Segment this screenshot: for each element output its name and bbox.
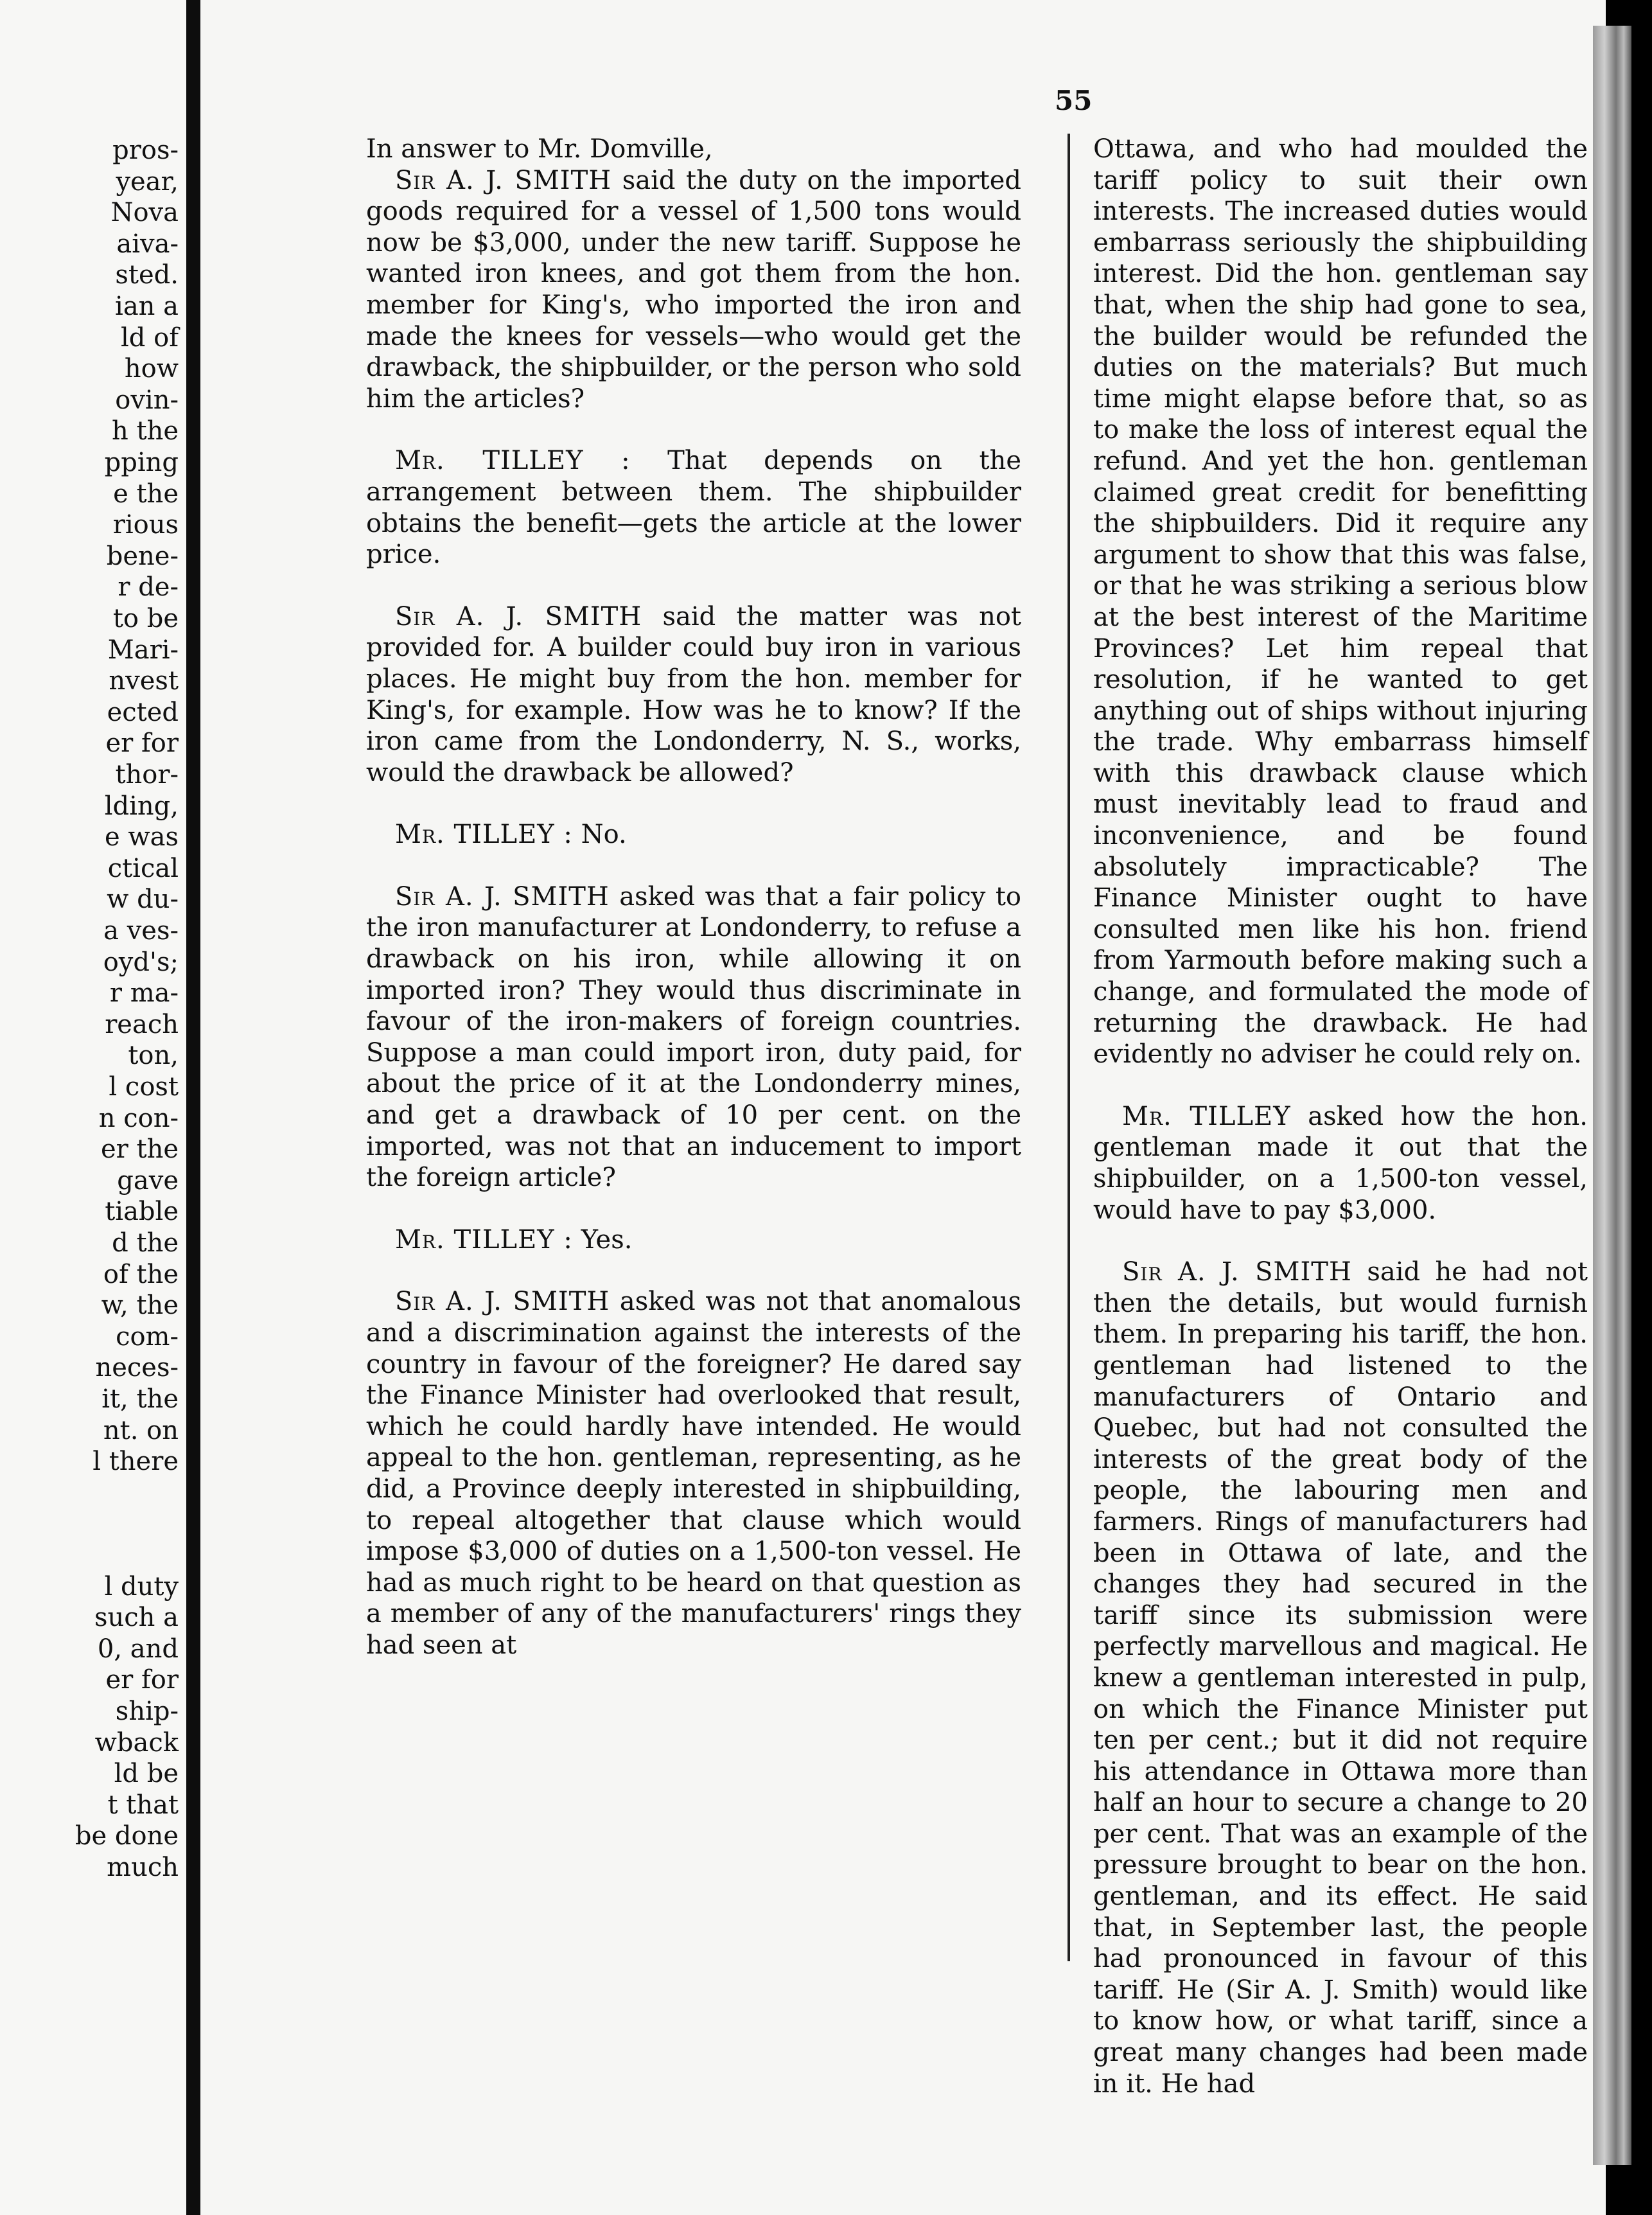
speaker-name: Mr. TILLEY [1122,1101,1291,1131]
speaker-name: Sir A. J. SMITH [1122,1257,1352,1287]
facing-page-line: ected [107,697,179,727]
facing-page-line: ovin- [115,385,179,415]
facing-page-line: ship- [115,1697,179,1726]
facing-page-line: r ma- [109,978,179,1009]
facing-page-line: ian a [115,292,179,321]
speech-paragraph [366,819,1021,851]
facing-page-line: lding, [104,791,179,821]
speech-text: No. [581,820,627,850]
speech-text: In answer to Mr. Domville, [366,134,713,164]
speaker-name: Mr. TILLEY : [395,446,631,476]
facing-page-line: such a [94,1603,179,1633]
facing-page-line: it, the [101,1384,179,1414]
facing-page-line: com- [116,1321,179,1352]
facing-page-line: l duty [104,1571,179,1602]
speech-text: Yes. [581,1224,633,1255]
facing-page [0,0,186,2215]
speech-paragraph [1093,1101,1588,1226]
facing-page-line: be done [75,1821,179,1851]
facing-page-line: to be [112,604,179,633]
facing-page-line: much [107,1853,179,1882]
facing-page-line: e the [113,479,179,509]
facing-page-line: h the [112,416,179,446]
page-number: 55 [1055,85,1093,116]
facing-page-line: w, the [101,1291,179,1321]
facing-page-line: l there [92,1447,179,1477]
speech-text: asked was that a fair policy to the iron manufacturer at Londonderry, to refuse a drawback on his iron, while allowing it on imported iron? They would thus discriminate in favour of the iron-makers of foreign countries. Suppose a man could import iron, duty paid, for about the price of it at the Londonderry mines, and get a drawback of 10 per cent. on the imported, was not that an inducement to import the foreign article? [366,881,1021,1193]
speaker-name: Sir A. J. SMITH [395,601,642,631]
speech-text: said the matter was not provided for. A builder could buy iron in various places. He might buy from the hon. member for King's, for example. How was he to know? If the iron came from the Londonderry, N. S., works, would the drawback be allowed? [366,601,1021,788]
speech-paragraph [366,165,1021,415]
facing-page-line: neces- [95,1353,179,1383]
speech-paragraph [366,445,1021,570]
speech-paragraph [1093,1257,1588,2099]
facing-page-line: 0, and [97,1634,179,1664]
facing-page-line: pros- [112,136,179,165]
speech-text: said the duty on the imported goods required for a vessel of 1,500 tons would now be $3,000, under the new tariff. Suppose he wanted iron knees, and got them from the hon. member for King's, who imported the iron and made the knees for vessels—who would get the drawback, the shipbuilder, or the person who sold him the articles? [366,165,1021,414]
facing-page-line: a ves- [103,916,179,946]
speech-paragraph [366,1224,1021,1256]
facing-page-line: l cost [109,1072,179,1102]
speech-text: said he had not then the details, but would furnish them. In preparing his tariff, the hon. gentleman had listened to the manufacturers of Ontario and Quebec, but had not consulted the interests of the great body of the people, the labouring men and farmers. Rings of manufacturers had been in Ottawa of late, and the changes they had secured in the tariff since its submission were perfectly marvellous and magical. He knew a gentleman interested in pulp, on which the Finance Minister put ten per cent.; but it did not require his attendance in Ottawa more than half an hour to secure a change to 20 per cent. That was an example of the pressure brought to bear on the hon. gentleman, and its effect. He said that, in September last, the people had pronounced in favour of this tariff. He (Sir A. J. Smith) would like to know how, or what tariff, since a great many changes had been made in it. He had [1093,1257,1588,2099]
speech-text: asked how the hon. gentleman made it out that the shipbuilder, on a 1,500-ton vessel, would have to pay $3,000. [1093,1101,1588,1225]
facing-page-line: tiable [105,1197,179,1227]
facing-page-line: d the [112,1228,179,1258]
speech-paragraph [366,881,1021,1194]
facing-page-line: nvest [109,666,179,696]
facing-page-line: sted. [115,260,179,290]
speech-paragraph [366,1286,1021,1661]
facing-page-line: pping [104,448,179,477]
speech-text: asked was not that anomalous and a discrimination against the interests of the country in favour of the foreigner? He dared say the Finance Minister had overlooked that result, which he could hardly have intended. He would appeal to the hon. gentleman, representing, as he did, a Province deeply interested in shipbuilding, to repeal altogether that clause which would impose $3,000 of duties on a 1,500-ton vessel. He had as much right to be heard on that question as a member of any of the manufacturers' rings they had seen at [366,1287,1021,1660]
right-column [1093,134,1588,2099]
facing-page-line: aiva- [116,229,179,259]
book-gutter [186,0,200,2215]
facing-page-line: reach [105,1009,179,1039]
facing-page-line: t that [107,1790,179,1820]
facing-page-line: gave [117,1165,179,1196]
speech-text: Ottawa, and who had moulded the tariff policy to suit their own interests. The increased duties would embarrass seriously the shipbuilding interest. Did the hon. gentleman say that, when the ship had gone to sea, the builder would be refunded the duties on the materials? But much time might elapse before that, so as to make the loss of interest equal the refund. And yet the hon. gentleman claimed great credit for benefitting the shipbuilders. Did it require any argument to show that this was false, or that he was striking a serious blow at the best interest of the Maritime Provinces? Let him repeal that resolution, if he wanted to get anything out of ships without injuring the trade. Why embarrass himself with this drawback clause which must inevitably lead to fraud and inconvenience, and be found absolutely impracticable? The Finance Minister ought to have consulted men like his hon. friend from Yarmouth before making such a change, and formulated the mode of returning the drawback. He had evidently no adviser he could rely on. [1093,134,1588,1070]
facing-page-line: Mari- [107,635,179,665]
speech-paragraph [1093,134,1588,1070]
facing-page-line: e was [105,822,179,852]
facing-page-line: ctical [107,853,179,883]
facing-page-line: rious [112,510,179,540]
facing-page-line: wback [94,1727,179,1758]
facing-page-line: ton, [128,1041,179,1071]
facing-page-line: n con- [98,1103,179,1133]
facing-page-line: Nova [110,198,179,228]
facing-page-line: er the [100,1134,179,1165]
facing-page-line: of the [103,1259,179,1289]
facing-page-line: thor- [115,760,179,790]
speaker-name: Sir A. J. SMITH [395,1287,610,1317]
page-edge [1593,26,1631,2165]
facing-page-line: ld of [121,322,179,353]
facing-page-line: er for [105,728,179,759]
page [200,0,1606,2215]
column-rule [1068,134,1070,1961]
facing-page-line: ld be [114,1759,179,1789]
speech-paragraph [366,601,1021,789]
facing-page-line: er for [105,1665,179,1695]
facing-page-line: how [124,354,179,384]
facing-page-line: w du- [107,885,179,915]
facing-page-line: year, [116,166,179,197]
speaker-name: Mr. TILLEY : [395,820,573,850]
left-column [366,134,1021,1661]
facing-page-line: bene- [106,541,179,571]
speech-paragraph [366,134,1021,165]
speech-text: That depends on the arrangement between them. The shipbuilder obtains the benefit—gets the article at the lower price. [366,446,1022,570]
speaker-name: Mr. TILLEY : [395,1224,573,1255]
facing-page-line: oyd's; [103,947,179,977]
facing-page-line: nt. on [103,1415,179,1445]
facing-page-line: r de- [118,572,179,603]
speaker-name: Sir A. J. SMITH [395,165,612,195]
speaker-name: Sir A. J. SMITH [395,881,610,912]
